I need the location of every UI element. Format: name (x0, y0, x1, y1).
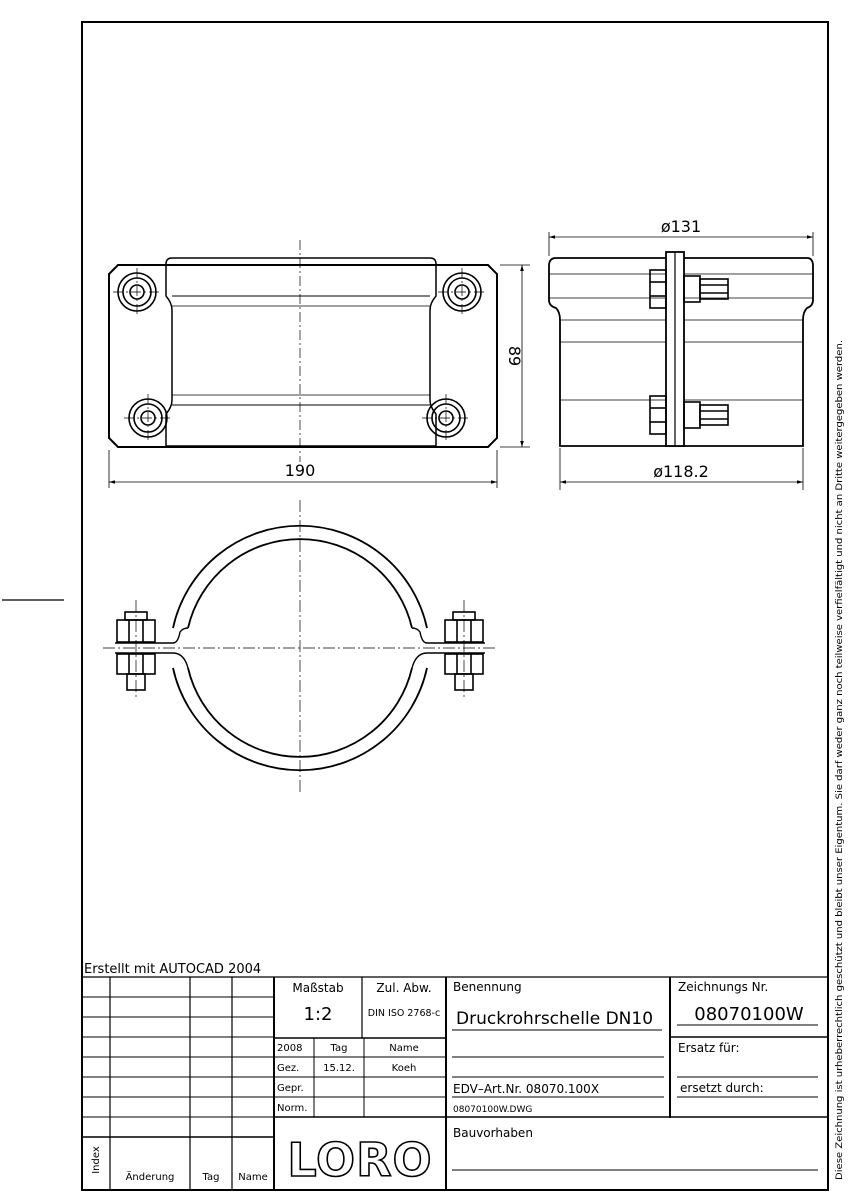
tolerance-label: Zul. Abw. (376, 981, 432, 995)
drawing-number-label: Zeichnungs Nr. (678, 980, 769, 994)
norm-label: Norm. (277, 1103, 308, 1114)
outer-diameter-label: ø131 (660, 217, 702, 236)
copyright-note: Diese Zeichnung ist urheberrechtlich geschützt und bleibt unser Eigentum. Sie darf weder ganz noch teilweise verfielfältigt und nicht an Dritte weitergegeben werden. (835, 426, 845, 1180)
scale-value: 1:2 (303, 1004, 333, 1025)
revision-day-label: Tag (202, 1172, 220, 1183)
width-dimension-label: 190 (284, 461, 316, 480)
drawn-day: 15.12. (323, 1063, 355, 1074)
drawn-label: Gez. (277, 1063, 300, 1074)
tolerance-value: DIN ISO 2768-c (367, 1008, 441, 1019)
created-with-note: Erstellt mit AUTOCAD 2004 (84, 962, 262, 977)
drawn-name: Koeh (391, 1063, 417, 1074)
name-column-label: Name (389, 1043, 419, 1054)
scale-label: Maßstab (292, 981, 344, 995)
project-label: Bauvorhaben (453, 1126, 533, 1140)
loro-logo: LORO (287, 1133, 433, 1187)
revision-change-label: Änderung (125, 1172, 175, 1183)
top-view (103, 500, 497, 795)
height-dimension-label: 89 (505, 345, 524, 367)
checked-label: Gepr. (277, 1083, 304, 1094)
file-name: 08070100W.DWG (453, 1105, 533, 1115)
front-view (109, 240, 530, 488)
replaced-by-label: ersetzt durch: (680, 1081, 764, 1095)
name-label: Benennung (453, 980, 522, 994)
year-value: 2008 (277, 1043, 303, 1054)
inner-diameter-label: ø118.2 (653, 462, 709, 481)
revision-index-label: Index (91, 1146, 102, 1174)
revision-name-label: Name (238, 1172, 268, 1183)
replacement-for-label: Ersatz für: (678, 1041, 740, 1055)
day-column-label: Tag (330, 1043, 348, 1054)
edv-article-number: EDV–Art.Nr. 08070.100X (453, 1082, 600, 1096)
drawing-number-value: 08070100W (694, 1004, 804, 1025)
side-view (549, 232, 813, 490)
name-value: Druckrohrschelle DN10 (456, 1009, 654, 1029)
